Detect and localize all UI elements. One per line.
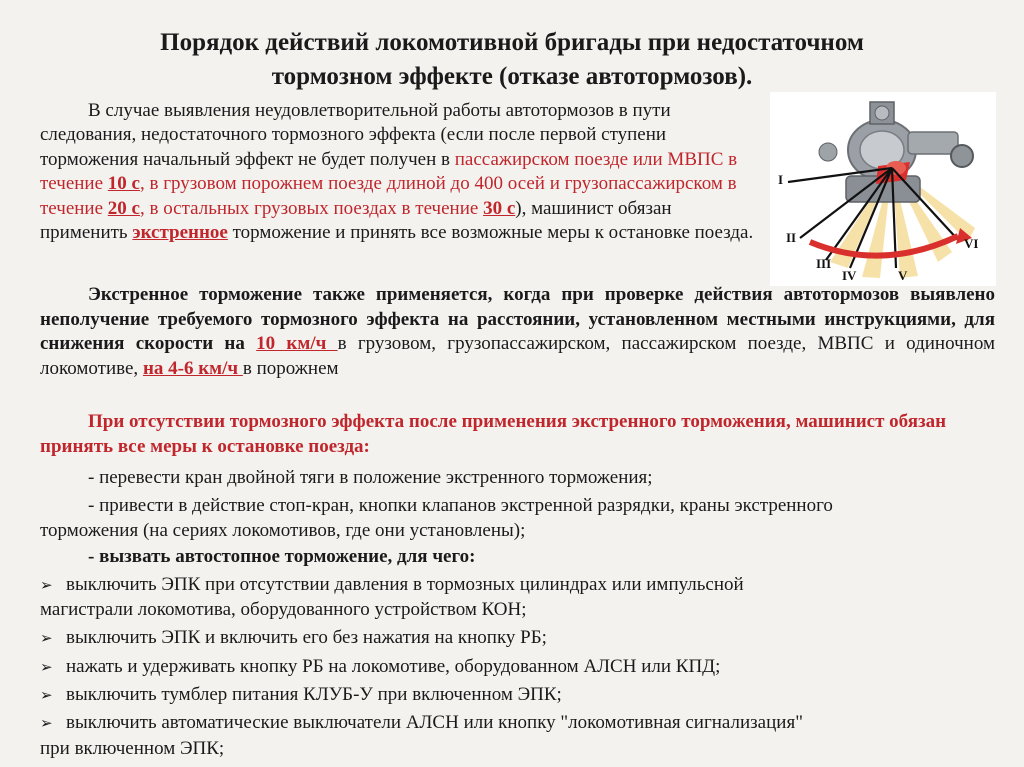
dash-item-2-cont-text: торможения (на сериях локомотивов, где они установлены); <box>40 520 526 541</box>
brake-valve-image <box>770 92 996 286</box>
p2-text-b: в грузовом, грузопассажирском, пассажирском поезде, МВПС и одиночном локомотиве, <box>40 333 995 379</box>
p3-text: При отсутствии тормозного эффекта после применения экстренного торможения, машинист обязан принять все меры к остановке поезда: <box>40 411 947 457</box>
bullet-arrow-icon: ➢ <box>40 629 53 647</box>
title-line-1: Порядок действий локомотивной бригады при недостаточном <box>160 29 864 56</box>
p2-text-c: в порожнем <box>242 357 339 379</box>
paragraph-service-braking <box>40 99 762 245</box>
figure-label-6: VI <box>964 236 979 251</box>
bullet-item-2-text: выключить ЭПК и включить его без нажатия на кнопку РБ; <box>66 627 547 648</box>
paragraph-no-effect-heading <box>40 410 995 459</box>
bullet-item-5-cont <box>40 737 995 762</box>
p2-text-a: Экстренное торможение также применяется, когда при проверке действия автотормозов выявлено неполучение требуемого тормозного эффекта на расстоянии, установленном местными инструкциями, для снижения скорости на <box>40 284 995 354</box>
p2-value-10kmh: 10 км/ч <box>256 333 338 354</box>
p1-red-2: , в грузовом порожнем поезде длиной до 400 осей и грузопассажирском в течение <box>40 173 737 219</box>
figure-label-3: III <box>816 256 832 271</box>
p1-emergency-word: экстренное <box>132 222 228 244</box>
dash-item-1 <box>40 466 995 491</box>
figure-label-5: V <box>898 268 908 283</box>
bullet-item-5-cont-text: при включенном ЭПК; <box>40 738 225 759</box>
dash-item-2 <box>40 494 995 519</box>
paragraph-emergency-braking <box>40 283 995 381</box>
brake-valve-figure <box>770 92 996 286</box>
p2-value-4-6kmh: на 4-6 км/ч <box>142 357 243 379</box>
bullet-item-3-text: нажать и удерживать кнопку РБ на локомотиве, оборудованном АЛСН или КПД; <box>66 656 721 677</box>
bullet-arrow-icon: ➢ <box>40 686 53 704</box>
p1-value-20s: 20 с <box>107 197 140 219</box>
bullet-item-3 <box>40 655 995 680</box>
p1-text-a: В случае выявления неудовлетворительной работы автотормозов в пути следования, недостаточного тормозного эффекта (если после первой ступени торможения начальный эффект не будет получен в <box>40 100 671 170</box>
bullet-item-1-text: выключить ЭПК при отсутствии давления в тормозных цилиндрах или импульсной <box>66 574 744 595</box>
bullet-item-1 <box>40 573 995 598</box>
p1-value-30s: 30 с <box>483 197 516 219</box>
bullet-arrow-icon: ➢ <box>40 658 53 676</box>
bullet-item-5-text: выключить автоматические выключатели АЛСН или кнопку "локомотивная сигнализация" <box>66 712 803 733</box>
dash-item-2-text: - привести в действие стоп-кран, кнопки клапанов экстренной разрядки, краны экстренного <box>88 495 833 516</box>
p1-value-10s: 10 с <box>107 173 140 195</box>
p1-text-c: торможение и принять все возможные меры к остановке поезда. <box>227 222 754 244</box>
dash-item-1-text: - перевести кран двойной тяги в положение экстренного торможения; <box>88 467 653 488</box>
bullet-arrow-icon: ➢ <box>40 576 53 594</box>
bullet-arrow-icon: ➢ <box>40 714 53 732</box>
dash-item-2-cont <box>40 519 995 544</box>
page-title <box>0 26 1024 94</box>
figure-label-1: I <box>778 172 784 187</box>
figure-label-4: IV <box>842 268 857 283</box>
bullet-item-1-cont-text: магистрали локомотива, оборудованного устройством КОН; <box>40 599 527 620</box>
bullet-item-1-cont <box>40 598 995 623</box>
title-line-2: тормозном эффекте (отказе автотормозов). <box>271 63 753 90</box>
bullet-item-2 <box>40 626 995 651</box>
p1-red-3: , в остальных грузовых поездах в течение <box>139 197 484 219</box>
bullet-item-4 <box>40 683 995 708</box>
bullet-item-4-text: выключить тумблер питания КЛУБ-У при включенном ЭПК; <box>66 684 562 705</box>
bullet-item-5 <box>40 711 995 736</box>
dash-item-3 <box>40 545 995 570</box>
p1-text-b: ), машинист обязан применить <box>40 197 672 244</box>
figure-label-2: II <box>786 230 797 245</box>
dash-item-3-text: - вызвать автостопное торможение, для чего: <box>88 546 476 567</box>
p1-red-1: пассажирском поезде или МВПС в течение <box>40 148 738 195</box>
